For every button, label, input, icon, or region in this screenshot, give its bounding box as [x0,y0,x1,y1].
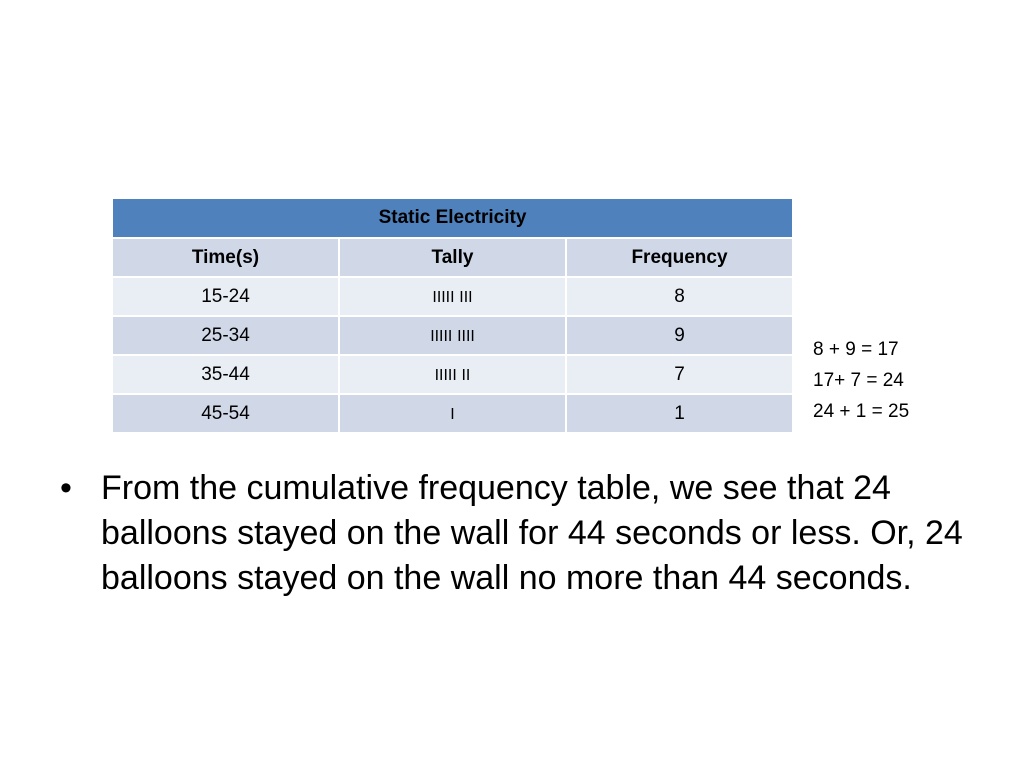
table-header-row [112,238,793,277]
tally-cell: I [339,394,566,433]
bullet-point [60,466,980,601]
sum-line: 24 + 1 = 25 [813,401,910,422]
table-title-row [112,198,793,238]
table-row [112,277,793,316]
frequency-cell: 7 [566,355,793,394]
sum-line: 17+ 7 = 24 [813,370,904,391]
cumulative-sums [813,334,909,427]
column-header-frequency: Frequency [566,238,793,277]
time-cell: 25-34 [112,316,339,355]
table-row [112,355,793,394]
tally-cell: IIIII II [339,355,566,394]
table-row [112,316,793,355]
bullet-text: From the cumulative frequency table, we see that 24 balloons stayed on the wall for 44 seconds or less. Or, 24 balloons stayed on the wall no more than 44 seconds. [101,469,963,597]
tally-cell: IIIII IIII [339,316,566,355]
tally-cell: IIIII III [339,277,566,316]
frequency-cell: 8 [566,277,793,316]
sum-line: 8 + 9 = 17 [813,339,899,360]
table-row [112,394,793,433]
frequency-cell: 9 [566,316,793,355]
frequency-table [111,197,794,434]
time-cell: 45-54 [112,394,339,433]
time-cell: 15-24 [112,277,339,316]
frequency-cell: 1 [566,394,793,433]
table-title: Static Electricity [112,198,793,238]
column-header-tally: Tally [339,238,566,277]
time-cell: 35-44 [112,355,339,394]
column-header-time: Time(s) [112,238,339,277]
bullet-marker: • [60,469,72,507]
